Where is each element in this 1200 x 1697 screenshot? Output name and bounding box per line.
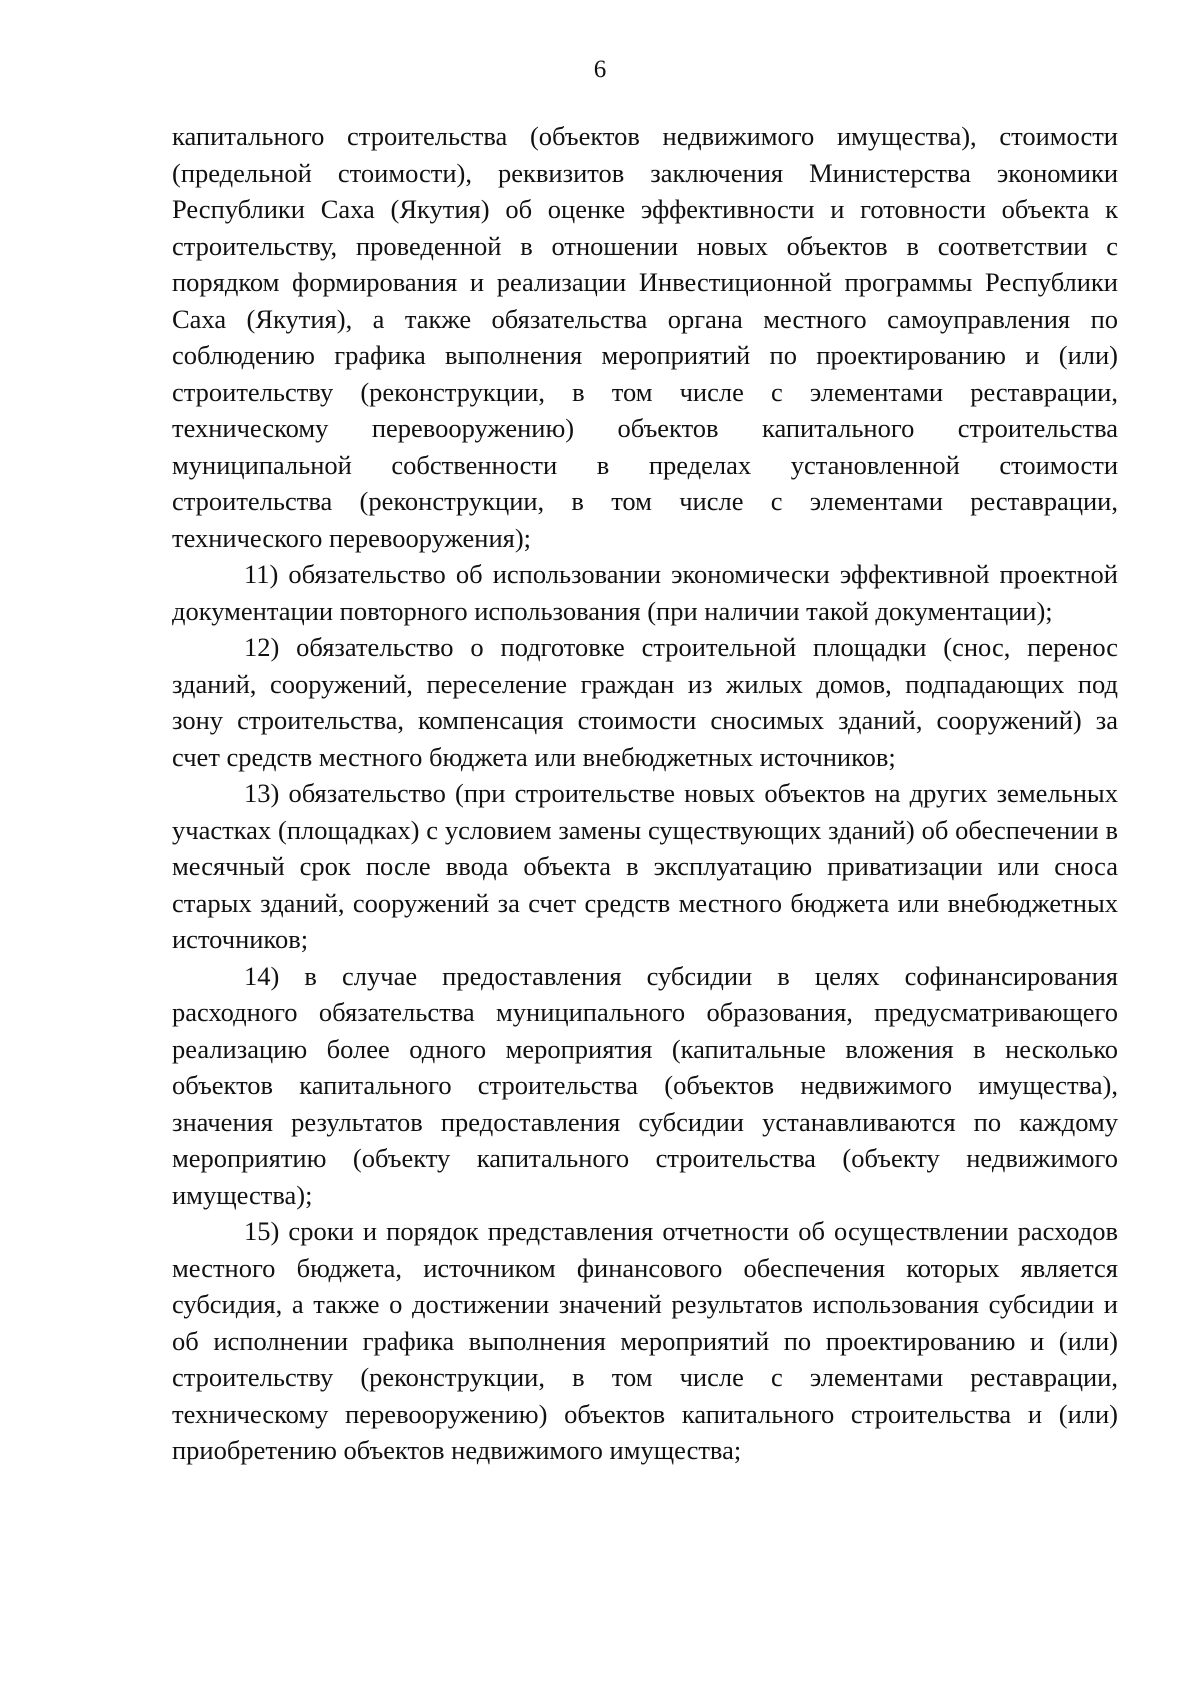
paragraph-item-11: 11) обязательство об использовании экономически эффективной проектной документации повторного использования (при наличии такой документации);: [172, 559, 1118, 626]
paragraph-item-12: 12) обязательство о подготовке строительной площадки (снос, перенос зданий, сооружений, переселение граждан из жилых домов, подпадающих под зону строительства, компенсация стоимости сносимых зданий, сооружений) за счет средств местного бюджета или внебюджетных источников;: [172, 632, 1118, 772]
paragraph-continuation: капитального строительства (объектов недвижимого имущества), стоимости (предельной стоимости), реквизитов заключения Министерства экономики Республики Саха (Якутия) об оценке эффективности и готовности объекта к строительству, проведенной в отношении новых объектов в соответствии с порядком формирования и реализации Инвестиционной программы Республики Саха (Якутия), а также обязательства органа местного самоуправления по соблюдению графика выполнения мероприятий по проектированию и (или) строительству (реконструкции, в том числе с элементами реставрации, техническому перевооружению) объектов капитального строительства муниципальной собственности в пределах установленной стоимости строительства (реконструкции, в том числе с элементами реставрации, технического перевооружения);: [172, 121, 1118, 553]
page-number: 6: [593, 56, 607, 83]
paragraph-item-15: 15) сроки и порядок представления отчетности об осуществлении расходов местного бюджета, источником финансового обеспечения которых является субсидия, а также о достижении значений результатов использования субсидии и об исполнении графика выполнения мероприятий по проектированию и (или) строительству (реконструкции, в том числе с элементами реставрации, техническому перевооружению) объектов капитального строительства и (или) приобретению объектов недвижимого имущества;: [172, 1216, 1118, 1465]
paragraph-item-14: 14) в случае предоставления субсидии в целях софинансирования расходного обязательства муниципального образования, предусматривающего реализацию более одного мероприятия (капитальные вложения в несколько объектов капитального строительства (объектов недвижимого имущества), значения результатов предоставления субсидии устанавливаются по каждому мероприятию (объекту капитального строительства (объекту недвижимого имущества);: [172, 960, 1118, 1210]
document-body: [172, 118, 1118, 1469]
paragraph-item-13: 13) обязательство (при строительстве новых объектов на других земельных участках (площадках) с условием замены существующих зданий) об обеспечении в месячный срок после ввода объекта в эксплуатацию приватизации или сноса старых зданий, сооружений за счет средств местного бюджета или внебюджетных источников;: [172, 778, 1118, 954]
